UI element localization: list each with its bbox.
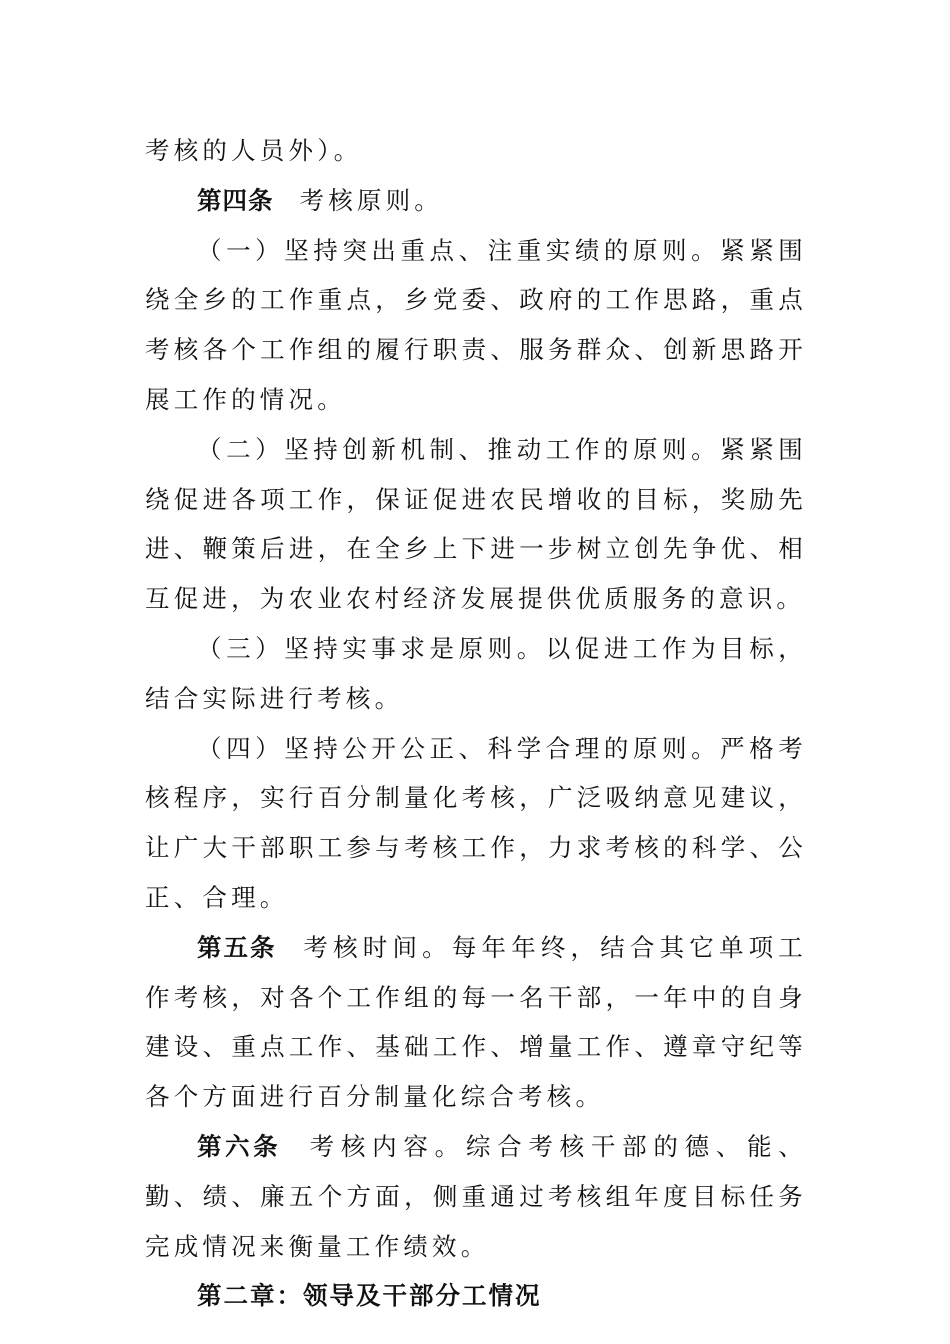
principle-item-3: （三）坚持实事求是原则。以促进工作为目标，结合实际进行考核。 <box>145 633 807 713</box>
document-page <box>145 126 807 1321</box>
article-5-heading: 第五条 <box>197 932 277 962</box>
principle-item-4: （四）坚持公开公正、科学合理的原则。严格考核程序，实行百分制量化考核，广泛吸纳意见建议，让广大干部职工参与考核工作，力求考核的科学、公正、合理。 <box>145 733 807 912</box>
principle-item-1: （一）坚持突出重点、注重实绩的原则。紧紧围绕全乡的工作重点，乡党委、政府的工作思路，重点考核各个工作组的履行职责、服务群众、创新思路开展工作的情况。 <box>145 235 807 414</box>
article-5 <box>145 923 807 1122</box>
principle-item-2: （二）坚持创新机制、推动工作的原则。紧紧围绕促进各项工作，保证促进农民增收的目标，奖励先进、鞭策后进，在全乡上下进一步树立创先争优、相互促进，为农业农村经济发展提供优质服务的意识。 <box>145 434 807 614</box>
article-4-body: 考核原则。 <box>299 185 443 215</box>
chapter-2-heading: 第二章：领导及干部分工情况 <box>197 1281 542 1311</box>
lead-paragraph: 考核的人员外）。 <box>145 136 363 165</box>
article-5-body: 考核时间。每年年终，结合其它单项工作考核，对各个工作组的每一名干部，一年中的自身建设、重点工作、基础工作、增量工作、遵章守纪等各个方面进行百分制量化综合考核。 <box>145 932 808 1112</box>
article-6 <box>145 1122 807 1271</box>
article-6-heading: 第六条 <box>197 1131 282 1161</box>
article-4-heading: 第四条 <box>197 185 274 215</box>
article-4 <box>145 176 807 226</box>
article-6-body: 考核内容。综合考核干部的德、能、勤、绩、廉五个方面，侧重通过考核组年度目标任务完成情况来衡量工作绩效。 <box>145 1131 808 1261</box>
